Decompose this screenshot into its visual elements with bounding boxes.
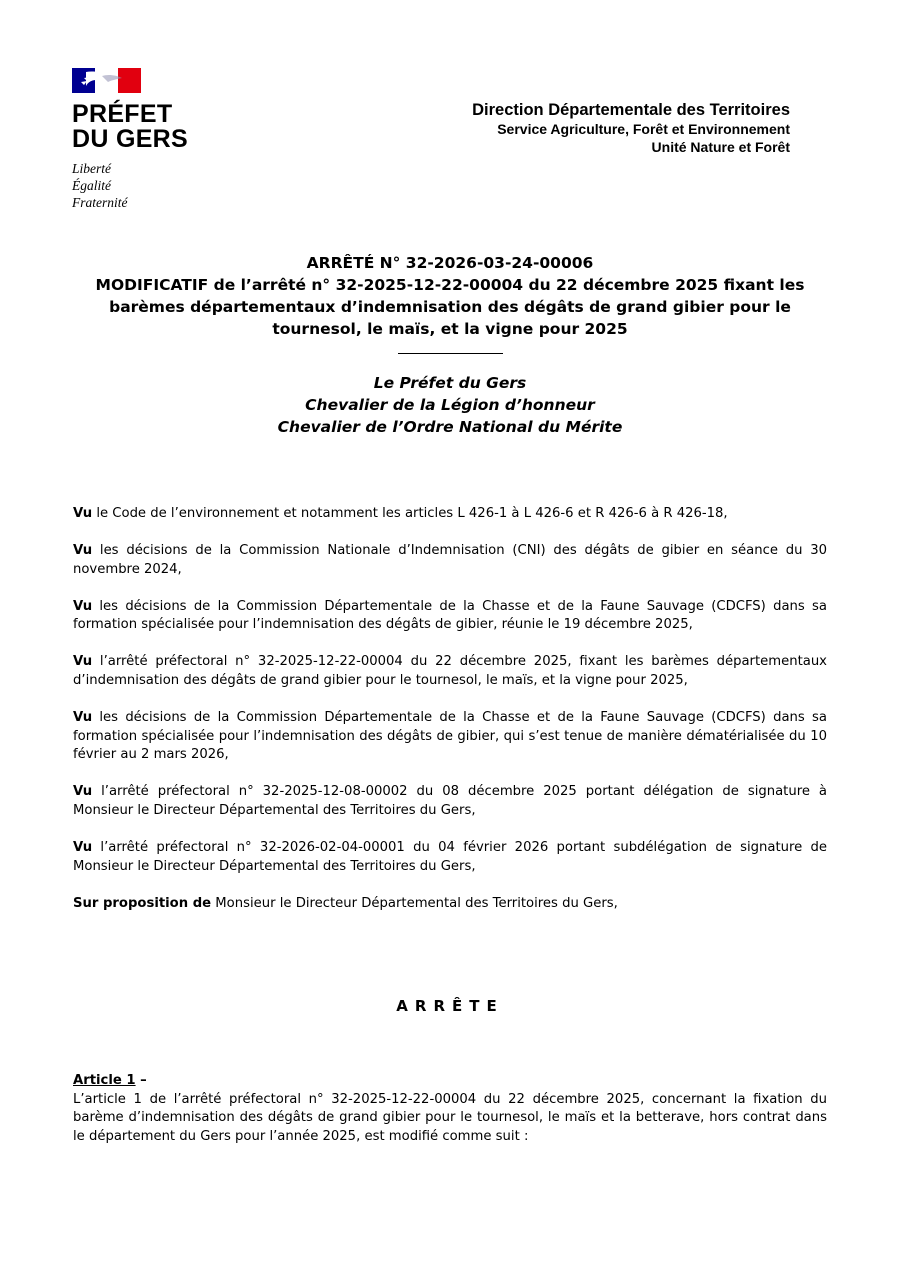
motto-liberte: Liberté bbox=[72, 161, 111, 176]
article-1-text: L’article 1 de l’arrêté préfectoral n° 32-2025-12-22-00004 du 22 décembre 2025, concernant la fixation du barème d’indemnisation des dégâts de grand gibier pour le tournesol, le maïs et la betterave, hors contrat dans le département du Gers pour l’année 2025, est modifié comme suit : bbox=[73, 1091, 827, 1144]
prefect-title-line2: Chevalier de la Légion d’honneur bbox=[305, 396, 595, 414]
article-1-heading bbox=[73, 1072, 827, 1091]
article-1 bbox=[73, 1072, 827, 1146]
consideration-text: l’arrêté préfectoral n° 32-2026-02-04-00001 du 04 février 2026 portant subdélégation de signature de Monsieur le Directeur Départemental des Territoires du Gers, bbox=[73, 840, 827, 874]
decree-title-line3: barèmes départementaux d’indemnisation des dégâts de grand gibier pour le bbox=[109, 298, 791, 316]
prefect-title-line1: Le Préfet du Gers bbox=[373, 374, 527, 392]
motto-fraternite: Fraternité bbox=[72, 195, 128, 210]
consideration-paragraph bbox=[73, 542, 827, 579]
considerations bbox=[73, 505, 827, 932]
consideration-text: le Code de l’environnement et notamment les articles L 426-1 à L 426-6 et R 426-6 à R 426-18, bbox=[92, 506, 728, 521]
marianne-flag-icon bbox=[72, 68, 141, 93]
consideration-paragraph bbox=[73, 895, 827, 914]
consideration-text: l’arrêté préfectoral n° 32-2025-12-22-00004 du 22 décembre 2025, fixant les barèmes départementaux d’indemnisation des dégâts de grand gibier pour le tournesol, le maïs, et la vigne pour 2025, bbox=[73, 654, 827, 689]
article-1-label: Article 1 bbox=[73, 1073, 136, 1088]
decree-number: ARRÊTÉ N° 32-2026-03-24-00006 bbox=[306, 254, 594, 272]
decree-title bbox=[73, 252, 827, 354]
consideration-lead: Sur proposition de bbox=[73, 895, 212, 911]
consideration-lead: Vu bbox=[73, 598, 93, 614]
consideration-lead: Vu bbox=[73, 710, 93, 726]
consideration-paragraph bbox=[73, 653, 827, 690]
consideration-paragraph bbox=[73, 839, 827, 876]
consideration-lead: Vu bbox=[73, 654, 93, 670]
consideration-lead: Vu bbox=[73, 840, 93, 856]
title-divider bbox=[398, 353, 503, 354]
prefecture-logo bbox=[72, 68, 202, 211]
motto-egalite: Égalité bbox=[72, 178, 111, 193]
prefect-title-line3: Chevalier de l’Ordre National du Mérite bbox=[277, 418, 623, 436]
consideration-text: Monsieur le Directeur Départemental des Territoires du Gers, bbox=[211, 895, 618, 911]
direction-name: Direction Départementale des Territoires bbox=[472, 101, 790, 119]
decision-heading: ARRÊTE bbox=[396, 997, 504, 1015]
consideration-paragraph bbox=[73, 783, 827, 820]
prefecture-name-line1: PRÉFET bbox=[72, 100, 173, 128]
consideration-text: l’arrêté préfectoral n° 32-2025-12-08-00002 du 08 décembre 2025 portant délégation de signature à Monsieur le Directeur Départemental des Territoires du Gers, bbox=[73, 784, 827, 819]
consideration-text: les décisions de la Commission Départementale de la Chasse et de la Faune Sauvage (CDCFS) dans sa formation spécialisée pour l’indemnisation des dégâts de gibier, réunie le 19 décembre 2025, bbox=[73, 598, 827, 633]
decree-title-line4: tournesol, le maïs, et la vigne pour 2025 bbox=[272, 320, 628, 338]
prefecture-name bbox=[72, 102, 202, 152]
unit-name: Unité Nature et Forêt bbox=[651, 139, 790, 155]
consideration-paragraph bbox=[73, 598, 827, 635]
prefecture-name-line2: DU GERS bbox=[72, 125, 189, 153]
decree-title-line2: MODIFICATIF de l’arrêté n° 32-2025-12-22-00004 du 22 décembre 2025 fixant les bbox=[95, 276, 805, 294]
issuing-service bbox=[472, 100, 790, 156]
consideration-lead: Vu bbox=[73, 543, 93, 559]
prefect-titles bbox=[73, 372, 827, 438]
consideration-text: les décisions de la Commission Départementale de la Chasse et de la Faune Sauvage (CDCFS) dans sa formation spécialisée pour l’indemnisation des dégâts de gibier, qui s’est tenue de manière dématérialisée du 10 février au 2 mars 2026, bbox=[73, 710, 827, 763]
consideration-paragraph bbox=[73, 709, 827, 765]
consideration-paragraph bbox=[73, 505, 827, 524]
republic-motto bbox=[72, 160, 202, 211]
consideration-lead: Vu bbox=[73, 784, 93, 800]
consideration-lead: Vu bbox=[73, 506, 93, 521]
article-1-dash: – bbox=[135, 1073, 147, 1088]
service-name: Service Agriculture, Forêt et Environnement bbox=[497, 121, 790, 137]
consideration-text: les décisions de la Commission Nationale d’Indemnisation (CNI) des dégâts de gibier en séance du 30 novembre 2024, bbox=[73, 543, 827, 577]
